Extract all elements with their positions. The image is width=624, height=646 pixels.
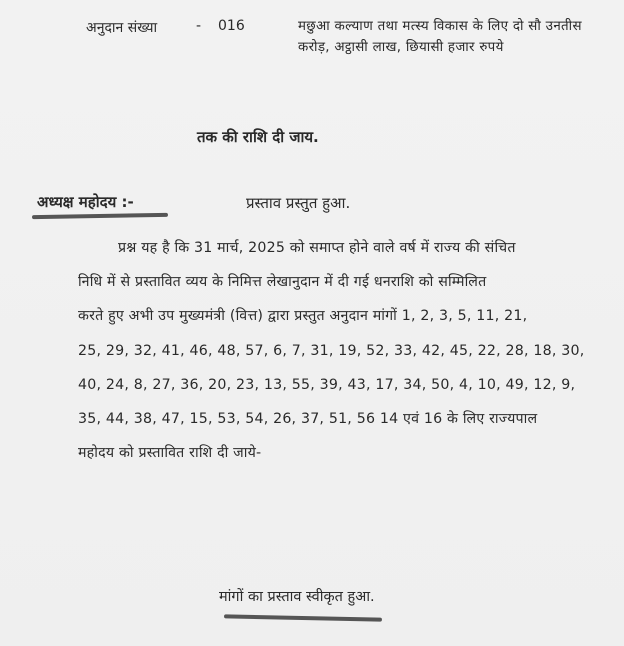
amount-sentence: तक की राशि दी जाय. [197,128,319,146]
paragraph-line: निधि में से प्रस्तावित व्यय के निमित्त लेखानुदान में दी गई धनराशि को सम्मिलित [78,274,487,291]
grant-number: 016 [218,18,245,34]
result-underline [224,614,382,621]
chair-label-underline [32,213,168,219]
paragraph-line: करते हुए अभी उप मुख्यमंत्री (वित्त) द्वारा प्रस्तुत अनुदान मांगों 1, 2, 3, 5, 11, 21, [78,308,528,325]
motion-paragraph [78,231,585,470]
result-statement: मांगों का प्रस्ताव स्वीकृत हुआ. [219,589,375,605]
paragraph-line: प्रश्न यह है कि 31 मार्च, 2025 को समाप्त होने वाले वर्ष में राज्य की संचित [118,240,516,256]
paragraph-line: 35, 44, 38, 47, 15, 53, 54, 26, 37, 51, 56 14 एवं 16 के लिए राज्यपाल [78,411,538,428]
chair-action: प्रस्ताव प्रस्तुत हुआ. [246,194,351,212]
paragraph-line: 25, 29, 32, 41, 46, 48, 57, 6, 7, 31, 19, 52, 33, 42, 45, 22, 28, 18, 30, [78,342,585,359]
grant-number-label: अनुदान संख्या [86,20,158,36]
paragraph-line: 40, 24, 8, 27, 36, 20, 23, 13, 55, 39, 43, 17, 34, 50, 4, 10, 49, 12, 9, [78,376,576,393]
chair-label: अध्यक्ष महोदय :- [37,193,134,211]
paragraph-line: महोदय को प्रस्तावित राशि दी जाये- [78,445,262,462]
grant-description: मछुआ कल्याण तथा मत्स्य विकास के लिए दो सौ उनतीस करोड़, अट्ठासी लाख, छियासी हजार रुपये [298,19,582,55]
grant-separator: - [196,18,202,34]
